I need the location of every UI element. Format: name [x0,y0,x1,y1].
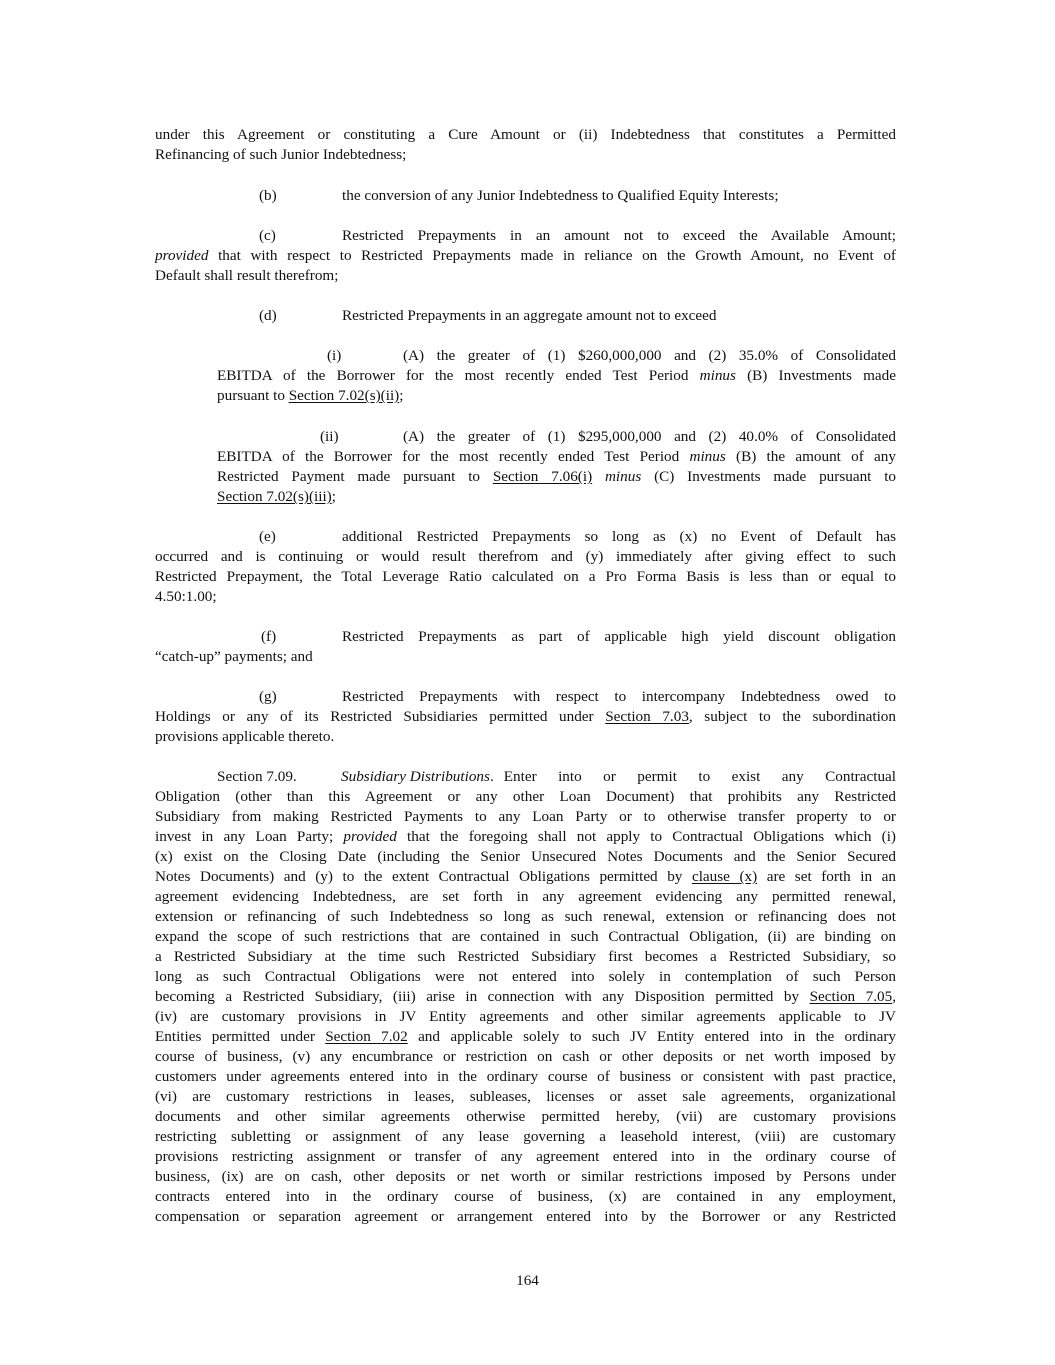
clause-text: Restricted Prepayments as part of applicable high yield discount obligation [342,628,896,645]
paragraph-line [155,527,896,547]
paragraph-line: restricting subletting or assignment of any lease governing a leasehold interest, (viii) are customary [155,1128,896,1145]
paragraph-line: Obligation (other than this Agreement or any other Loan Document) that prohibits any Restricted [155,788,896,805]
clause-text: additional Restricted Prepayments so long as (x) no Event of Default has [342,528,896,545]
clause-d [155,306,896,326]
text-run: EBITDA of the Borrower for the most recently ended Test Period [217,367,700,384]
clause-label: (ii) [320,428,339,445]
paragraph-line [217,366,896,386]
text-run: . [489,768,494,785]
paragraph-line [217,487,896,507]
paragraph-line: Subsidiary from making Restricted Payments to any Loan Party or to otherwise transfer property to or [155,808,896,825]
paragraph-text: Enter into or permit to exist any Contractual [503,768,896,785]
clause-f [155,627,896,667]
section-number: Section 7.09. [217,768,297,785]
emphasis: minus [689,448,726,465]
section-reference: Section 7.02(s)(iii) [217,488,332,505]
clause-text: Restricted Prepayments in an aggregate amount not to exceed [342,307,717,324]
section-reference: Section 7.03 [605,708,689,725]
paragraph-line [155,246,896,266]
clause-text: Restricted Prepayments in an amount not to exceed the Available Amount; [342,227,896,244]
paragraph-line: compensation or separation agreement or arrangement entered into by the Borrower or any Restricted [155,1208,896,1225]
clause-text: (A) the greater of (1) $260,000,000 and (2) 35.0% of Consolidated [403,347,896,364]
emphasis: minus [699,367,736,384]
paragraph-line: extension or refinancing of such Indebtedness so long as such renewal, extension or refinancing does not [155,908,896,925]
paragraph-line [155,707,896,727]
paragraph-line: (vi) are customary restrictions in leases, subleases, licenses or asset sale agreements, organizational [155,1088,896,1105]
paragraph-line: provisions applicable thereto. [155,728,335,745]
paragraph-line: expand the scope of such restrictions that are contained in such Contractual Obligation, (ii) are binding on [155,928,896,945]
clause-label: (d) [259,307,277,324]
paragraph-line: Restricted Prepayment, the Total Leverage Ratio calculated on a Pro Forma Basis is less than or equal to [155,568,896,585]
text-run: invest in any Loan Party; [155,828,344,845]
text-run: that the foregoing shall not apply to Contractual Obligations which (i) [396,828,896,845]
clause-label: (b) [259,187,277,204]
paragraph-line: (iv) are customary provisions in JV Entity agreements and other similar agreements applicable to JV [155,1008,896,1025]
clause-c [155,226,896,286]
paragraph-line: documents and other similar agreements otherwise permitted hereby, (vii) are customary provisions [155,1108,896,1125]
paragraph-line: provisions restricting assignment or transfer of any agreement entered into in the ordinary course of [155,1148,896,1165]
clause-label: (c) [259,227,276,244]
text-run: (B) the amount of any [725,448,896,465]
paragraph-line [155,767,896,787]
text-run: EBITDA of the Borrower for the most recently ended Test Period [217,448,690,465]
clause-text: the conversion of any Junior Indebtedness to Qualified Equity Interests; [342,187,779,204]
clause-text: Restricted Prepayments with respect to intercompany Indebtedness owed to [342,688,896,705]
paragraph-line: (x) exist on the Closing Date (including the Senior Unsecured Notes Documents and the Senior Secured [155,848,896,865]
section-title: Subsidiary Distributions [341,768,490,785]
section-reference: Section 7.02 [325,1028,408,1045]
text-run: (B) Investments made [735,367,896,384]
paragraph-line: contracts entered into in the ordinary course of business, (x) are contained in any employment, [155,1188,896,1205]
emphasis: minus [604,468,642,485]
text-run: Entities permitted under [155,1028,326,1045]
clause-label: (g) [259,688,277,705]
paragraph-line: 4.50:1.00; [155,588,217,605]
paragraph-line [155,867,896,887]
paragraph-line [155,987,896,1007]
text-run: that with respect to Restricted Prepayments made in reliance on the Growth Amount, no Event of [208,247,896,264]
paragraph-line: under this Agreement or constituting a Cure Amount or (ii) Indebtedness that constitutes a Permitted [155,126,896,143]
paragraph-line: Default shall result therefrom; [155,267,339,284]
paragraph-line [155,687,896,707]
section-reference: Section 7.05 [809,988,893,1005]
paragraph-line [217,467,896,487]
paragraph-line [217,427,896,447]
clause-d-ii [217,427,896,507]
paragraph-line: agreement evidencing Indebtedness, are set forth in any agreement evidencing any permitted renewal, [155,888,896,905]
paragraph-line [155,1027,896,1047]
clause-e [155,527,896,607]
paragraph-line: “catch-up” payments; and [155,648,313,665]
clause-text: (A) the greater of (1) $295,000,000 and (2) 40.0% of Consolidated [403,428,896,445]
paragraph-line [155,226,896,246]
clause-label: (i) [327,347,342,364]
paragraph-line: Refinancing of such Junior Indebtedness; [155,146,407,163]
paragraph-line [217,386,896,406]
clause-g [155,687,896,747]
text-run: (C) Investments made pursuant to [641,468,896,485]
text-run: Notes Documents) and (y) to the extent Contractual Obligations permitted by [155,868,692,885]
text-run: pursuant to [217,387,289,404]
emphasis: provided [155,247,209,264]
clause-label: (e) [259,528,276,545]
text-run: and applicable solely to such JV Entity entered into in the ordinary [407,1028,896,1045]
paragraph-line [155,306,896,326]
section-heading [341,767,494,787]
text-run: , subject to the subordination [688,708,896,725]
text-run [592,468,605,485]
paragraph-line: long as such Contractual Obligations were not entered into solely in contemplation of such Person [155,968,896,985]
paragraph-line: course of business, (v) any encumbrance or restriction on cash or other deposits or net worth imposed by [155,1048,896,1065]
text-run: Restricted Payment made pursuant to [217,468,493,485]
text-run: Holdings or any of its Restricted Subsidiaries permitted under [155,708,606,725]
text-run: ; [399,387,404,404]
text-run: are set forth in an [757,868,896,885]
paragraph-line [217,447,896,467]
emphasis: provided [343,828,397,845]
clause-d-i [217,346,896,406]
text-run: becoming a Restricted Subsidiary, (iii) arise in connection with any Disposition permitted by [155,988,810,1005]
paragraph-line [217,346,896,366]
paragraph-line: a Restricted Subsidiary at the time such Restricted Subsidiary first becomes a Restricted Subsidiary, so [155,948,896,965]
section-reference: clause (x) [691,868,758,885]
paragraph-line [155,186,896,206]
clause-label: (f) [261,628,277,645]
section-reference: Section 7.02(s)(ii) [288,387,400,404]
paragraph-line: occurred and is continuing or would result therefrom and (y) immediately after giving effect to such [155,548,896,565]
section-reference: Section 7.06(i) [492,468,593,485]
page-number: 164 [516,1272,539,1289]
paragraph-line [155,627,896,647]
section-7-09 [155,767,896,1227]
paragraph-line: business, (ix) are on cash, other deposits or net worth or similar restrictions imposed by Persons under [155,1168,896,1185]
text-run: , [892,988,896,1005]
continuation-paragraph [155,125,896,165]
paragraph-line [155,827,896,847]
paragraph-line: customers under agreements entered into in the ordinary course of business or consistent with past practice, [155,1068,896,1085]
clause-b [155,186,896,206]
text-run: ; [331,488,336,505]
